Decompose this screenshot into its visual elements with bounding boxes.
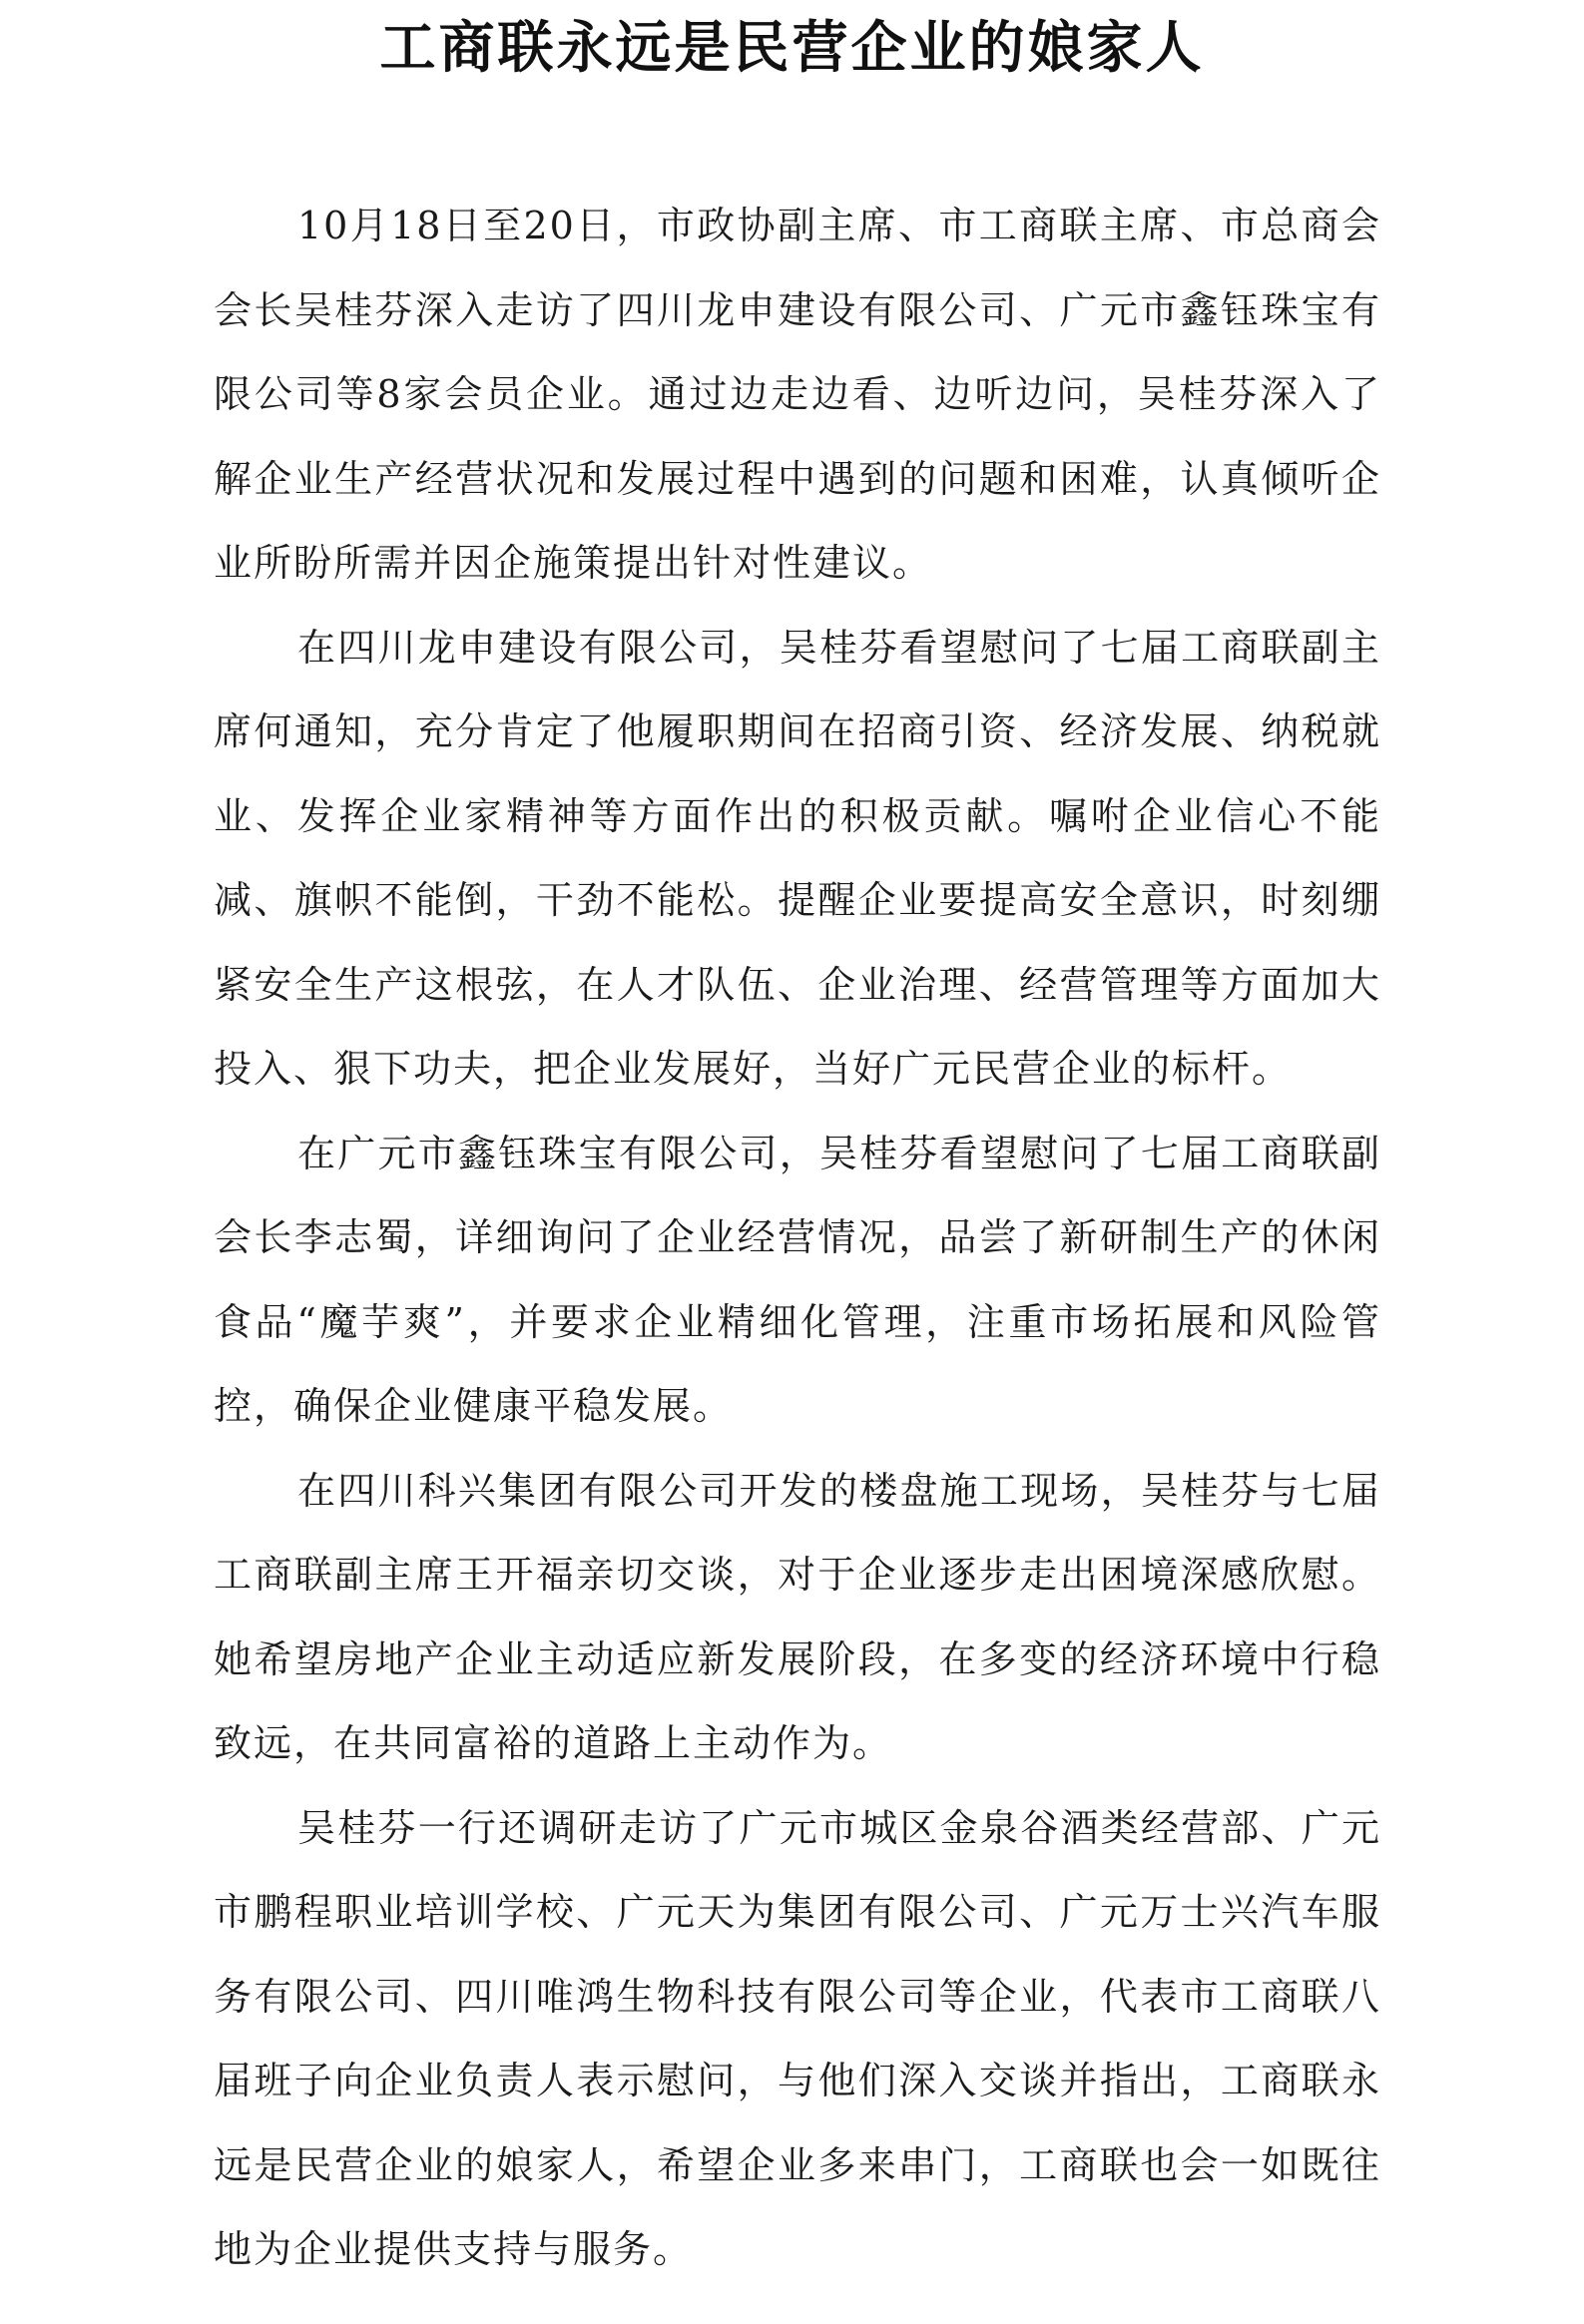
article-title: 工商联永远是民营企业的娘家人 [379, 15, 1205, 81]
paragraph-xinyu-jewelry: 在广元市鑫钰珠宝有限公司，吴桂芬看望慰问了七届工商联副会长李志蜀，详细询问了企业经营情况，品尝了新研制生产的休闲食品“魔芋爽”，并要求企业精细化管理，注重市场拓展和风险管控，确保企业健康平稳发展。 [214, 1131, 1381, 1428]
paragraph-longshen-construction: 在四川龙申建设有限公司，吴桂芬看望慰问了七届工商联副主席何通知，充分肯定了他履职期间在招商引资、经济发展、纳税就业、发挥企业家精神等方面作出的积极贡献。嘱咐企业信心不能减、旗帜不能倒，干劲不能松。提醒企业要提高安全意识，时刻绷紧安全生产这根弦，在人才队伍、企业治理、经营管理等方面加大投入、狠下功夫，把企业发展好，当好广元民营企业的标杆。 [214, 625, 1381, 1091]
paragraph-visit-overview: 10月18日至20日，市政协副主席、市工商联主席、市总商会会长吴桂芬深入走访了四川龙申建设有限公司、广元市鑫钰珠宝有限公司等8家会员企业。通过边走边看、边听边问，吴桂芬深入了解企业生产经营状况和发展过程中遇到的问题和困难，认真倾听企业所盼所需并因企施策提出针对性建议。 [214, 204, 1381, 585]
article-body [214, 184, 1381, 2292]
paragraph-kexing-group: 在四川科兴集团有限公司开发的楼盘施工现场，吴桂芬与七届工商联副主席王开福亲切交谈，对于企业逐步走出困境深感欣慰。她希望房地产企业主动适应新发展阶段，在多变的经济环境中行稳致远，在共同富裕的道路上主动作为。 [214, 1468, 1381, 1765]
paragraph-other-enterprises: 吴桂芬一行还调研走访了广元市城区金泉谷酒类经营部、广元市鹏程职业培训学校、广元天为集团有限公司、广元万士兴汽车服务有限公司、四川唯鸿生物科技有限公司等企业，代表市工商联八届班子向企业负责人表示慰问，与他们深入交谈并指出，工商联永远是民营企业的娘家人，希望企业多来串门，工商联也会一如既往地为企业提供支持与服务。 [214, 1805, 1381, 2271]
